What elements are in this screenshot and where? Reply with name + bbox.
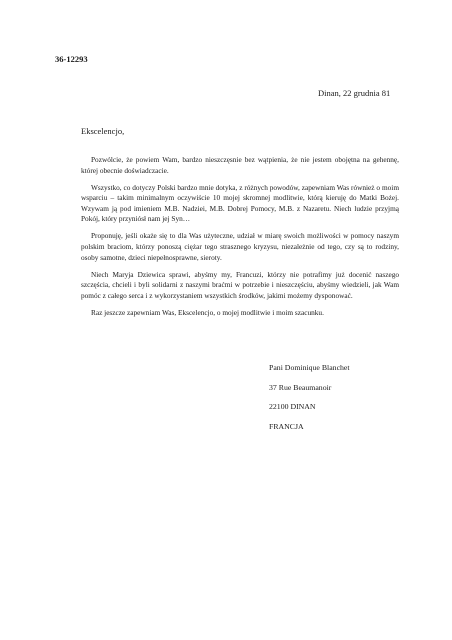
reference-number: 36-12293 [55, 54, 88, 64]
salutation: Ekscelencjo, [81, 126, 125, 136]
paragraph-4: Niech Maryja Dziewica sprawi, abyśmy my, Francuzi, którzy nie potrafimy już docenić naszego szczęścia, chcieli i byli solidarni z naszymi braćmi w potrzebie i nieszczęściu, abyśmy wiedzieli, jak Wam pomóc z całego serca i z wykorzystaniem wszystkich środków, jakimi możemy dysponować. [81, 269, 399, 300]
paragraph-3: Proponuję, jeśli okaże się to dla Was użyteczne, udział w miarę swoich możliwości w pomocy naszym polskim braciom, którzy ponoszą ciężar tego strasznego kryzysu, niezależnie od tego, czy są to rodziny, osoby samotne, dzieci niepełnosprawne, sieroty. [81, 231, 399, 262]
signature-street: 37 Rue Beaumanoir [269, 382, 332, 392]
signature-name: Pani Dominique Blanchet [269, 363, 350, 372]
signature-block [269, 363, 350, 441]
letter-date: Dinan, 22 grudnia 81 [318, 88, 391, 98]
paragraph-1: Pozwólcie, że powiem Wam, bardzo nieszczęsnie bez wątpienia, że nie jestem obojętna na gehennę, której obecnie doświadczacie. [81, 155, 399, 175]
paragraph-2: Wszystko, co dotyczy Polski bardzo mnie dotyka, z różnych powodów, zapewniam Was również o moim wsparciu – takim minimalnym oczywiście 10 mojej skromnej modlitwie, którą kieruję do Matki Bożej. Wzywam ją pod imieniem M.B. Nadziei, M.B. Dobrej Pomocy, M.B. z Nazaretu. Niech ludzie przyjmą Pokój, który przyniósł nam jej Syn… [81, 182, 399, 224]
signature-city: 22100 DINAN [269, 402, 316, 411]
paragraph-5: Raz jeszcze zapewniam Was, Ekscelencjo, o mojej modlitwie i moim szacunku. [91, 307, 324, 317]
signature-country: FRANCJA [269, 421, 304, 431]
letter-body [81, 155, 399, 325]
